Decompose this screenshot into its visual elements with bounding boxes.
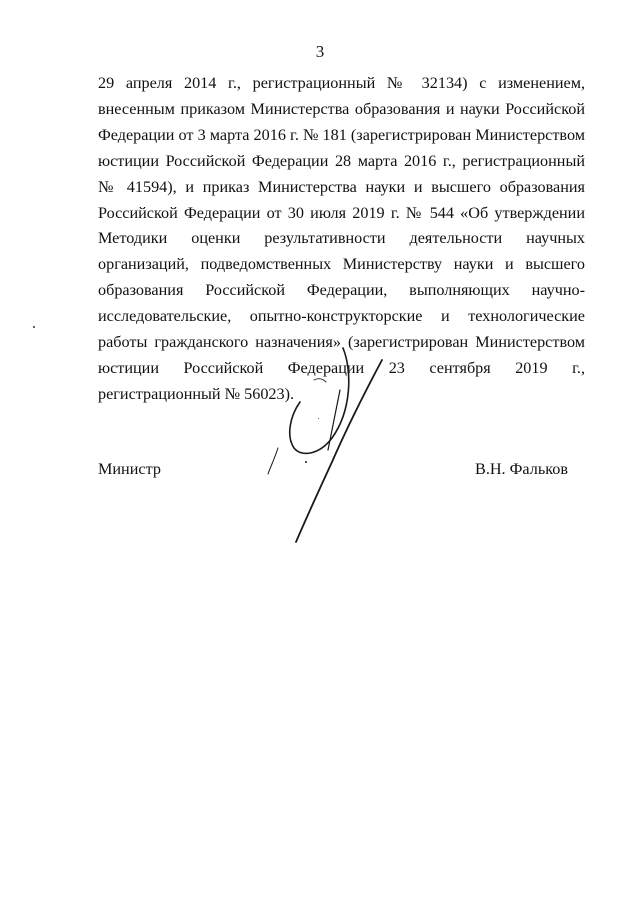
signatory-role: Министр xyxy=(98,460,161,478)
handwritten-signature xyxy=(240,330,400,550)
signatory-name: В.Н. Фальков xyxy=(475,460,568,478)
page-number: 3 xyxy=(315,42,325,61)
scan-speck xyxy=(33,326,35,328)
signature-block xyxy=(98,460,568,486)
scan-speck xyxy=(318,418,319,419)
body-paragraph: 29 апреля 2014 г., регистрационный № 32134) с изменением, внесенным приказом Министерства образования и науки Российской Федерации от 3 марта 2016 г. № 181 (зарегистрирован Министерством юстиции Российской Федерации 28 марта 2016 г., регистрационный № 41594), и приказ Министерства науки и высшего образования Российской Федерации от 30 июля 2019 г. № 544 «Об утверждении Методики оценки результативности деятельности научных организаций, подведомственных Министерству науки и высшего образования Российской Федерации, выполняющих научно-исследовательские, опытно-конструкторские и технологические работы гражданского назначения» (зарегистрирован Министерством юстиции Российской Федерации 23 сентября 2019 г., регистрационный № 56023). xyxy=(98,74,585,403)
